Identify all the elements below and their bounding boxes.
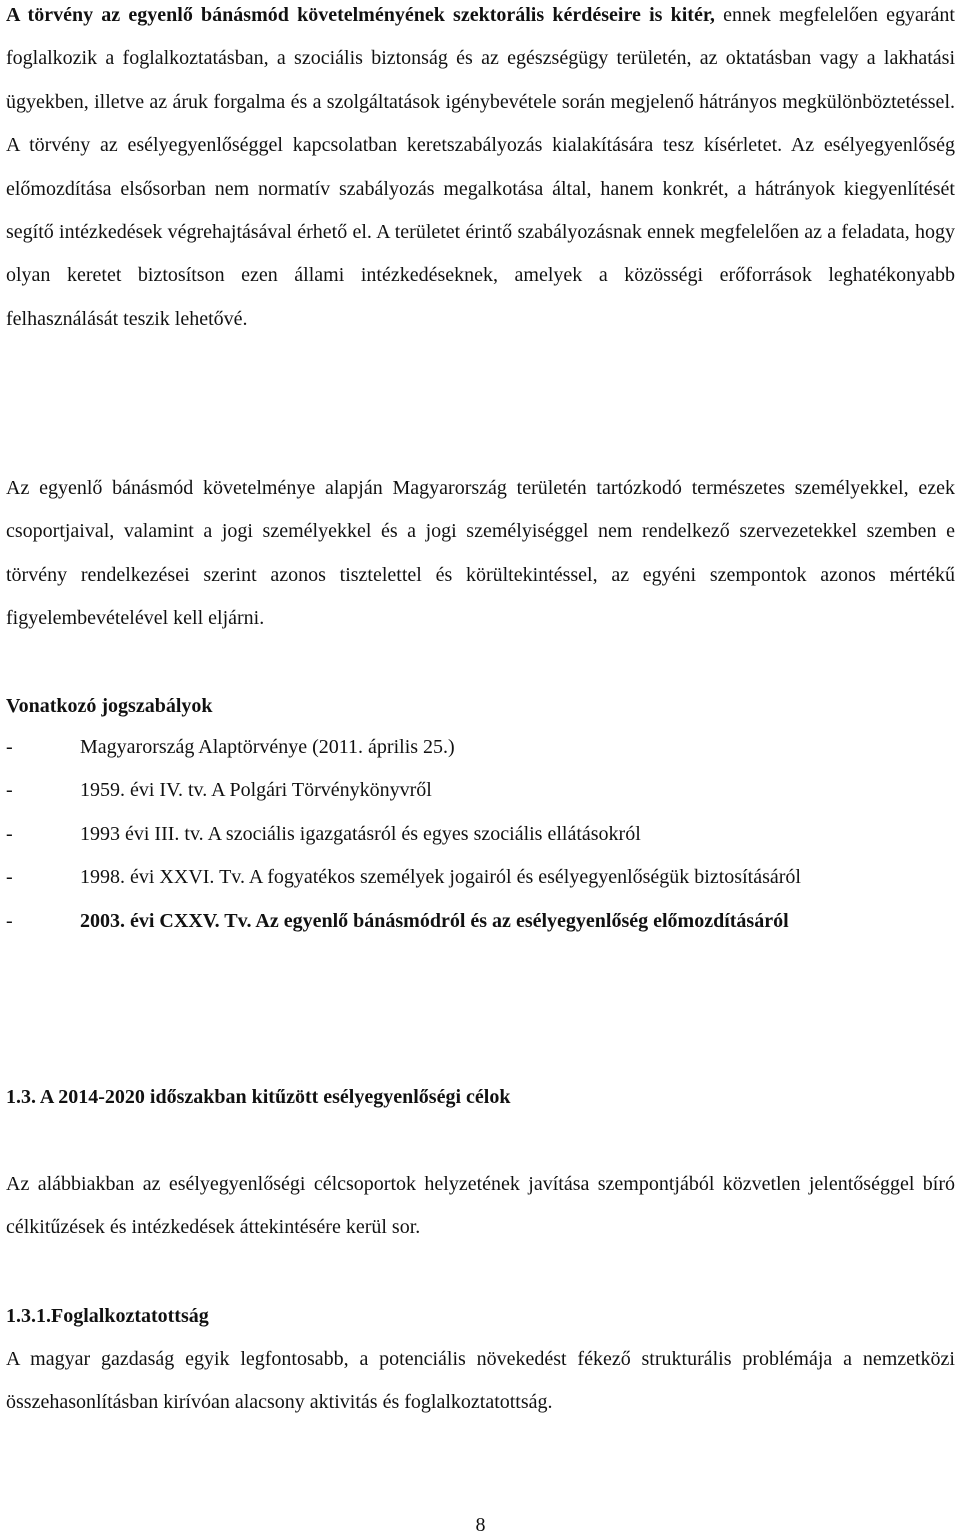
list-item bbox=[6, 813, 955, 856]
document-page bbox=[6, 0, 955, 1537]
list-dash: - bbox=[6, 736, 13, 758]
law-title: 1998. évi XXVI. Tv. A fogyatékos személyek jogairól és esélyegyenlőségük biztosításáról bbox=[80, 866, 801, 889]
list-item bbox=[6, 900, 955, 943]
paragraph-bold-lead: A törvény az egyenlő bánásmód követelményének szektorális kérdéseire is kitér, bbox=[6, 4, 715, 26]
law-title: 1959. évi IV. tv. A Polgári Törvénykönyvről bbox=[80, 779, 432, 802]
paragraph-body: ennek megfelelően egyaránt foglalkozik a foglalkoztatásban, a szociális biztonság és az egészségügy területén, az oktatásban vagy a lakhatási ügyekben, illetve az áruk forgalma és a szolgáltatások igénybevétele során megjelenő hátrányos megkülönböztetéssel. A törvény az esélyegyenlőséggel kapcsolatban keretszabályozás kialakítására tesz kísérletet. Az esélyegyenlőség előmozdítása elsősorban nem normatív szabályozás megalkotása által, hanem konkrét, a hátrányok kiegyenlítését segítő intézkedések végrehajtásával érhető el. A területet érintő szabályozásnak ennek megfelelően az a feladata, hogy olyan keretet biztosítson ezen állami intézkedéseknek, amelyek a közösségi erőforrások leghatékonyabb felhasználását teszik lehetővé. bbox=[6, 4, 955, 330]
heading-related-laws: Vonatkozó jogszabályok bbox=[6, 695, 213, 717]
law-title: 1993 évi III. tv. A szociális igazgatásról és egyes szociális ellátásokról bbox=[80, 822, 641, 845]
paragraph-equal-treatment-requirement: Az egyenlő bánásmód követelménye alapján Magyarország területén tartózkodó természetes személyekkel, ezek csoportjaival, valamint a jogi személyekkel és a jogi személyiséggel nem rendelkező szervezetekkel szemben e törvény rendelkezései szerint azonos tisztelettel és körültekintéssel, az egyéni szempontok azonos mértékű figyelembevételével kell eljárni. bbox=[6, 477, 955, 630]
paragraph-equal-treatment-sectors bbox=[6, 0, 955, 341]
related-laws-list bbox=[6, 726, 955, 943]
paragraph-target-groups-overview: Az alábbiakban az esélyegyenlőségi célcsoportok helyzetének javítása szempontjából közvetlen jelentőséggel bíró célkitűzések és intézkedések áttekintésére kerül sor. bbox=[6, 1173, 955, 1239]
paragraph-employment: A magyar gazdaság egyik legfontosabb, a potenciális növekedést fékező strukturális problémája a nemzetközi összehasonlításban kirívóan alacsony aktivitás és foglalkoztatottság. bbox=[6, 1348, 955, 1414]
list-dash: - bbox=[6, 822, 13, 845]
list-item bbox=[6, 726, 955, 769]
list-dash: - bbox=[6, 909, 13, 932]
law-title: Magyarország Alaptörvénye (2011. április 25.) bbox=[80, 736, 455, 758]
page-number: 8 bbox=[475, 1514, 486, 1536]
law-title: 2003. évi CXXV. Tv. Az egyenlő bánásmódról és az esélyegyenlőség előmozdításáról bbox=[80, 909, 789, 932]
list-dash: - bbox=[6, 866, 13, 889]
heading-section-1-3-1: 1.3.1.Foglalkoztatottság bbox=[6, 1305, 209, 1327]
list-item bbox=[6, 856, 955, 899]
heading-section-1-3: 1.3. A 2014-2020 időszakban kitűzött esélyegyenlőségi célok bbox=[6, 1086, 511, 1108]
list-item bbox=[6, 769, 955, 812]
list-dash: - bbox=[6, 779, 13, 802]
